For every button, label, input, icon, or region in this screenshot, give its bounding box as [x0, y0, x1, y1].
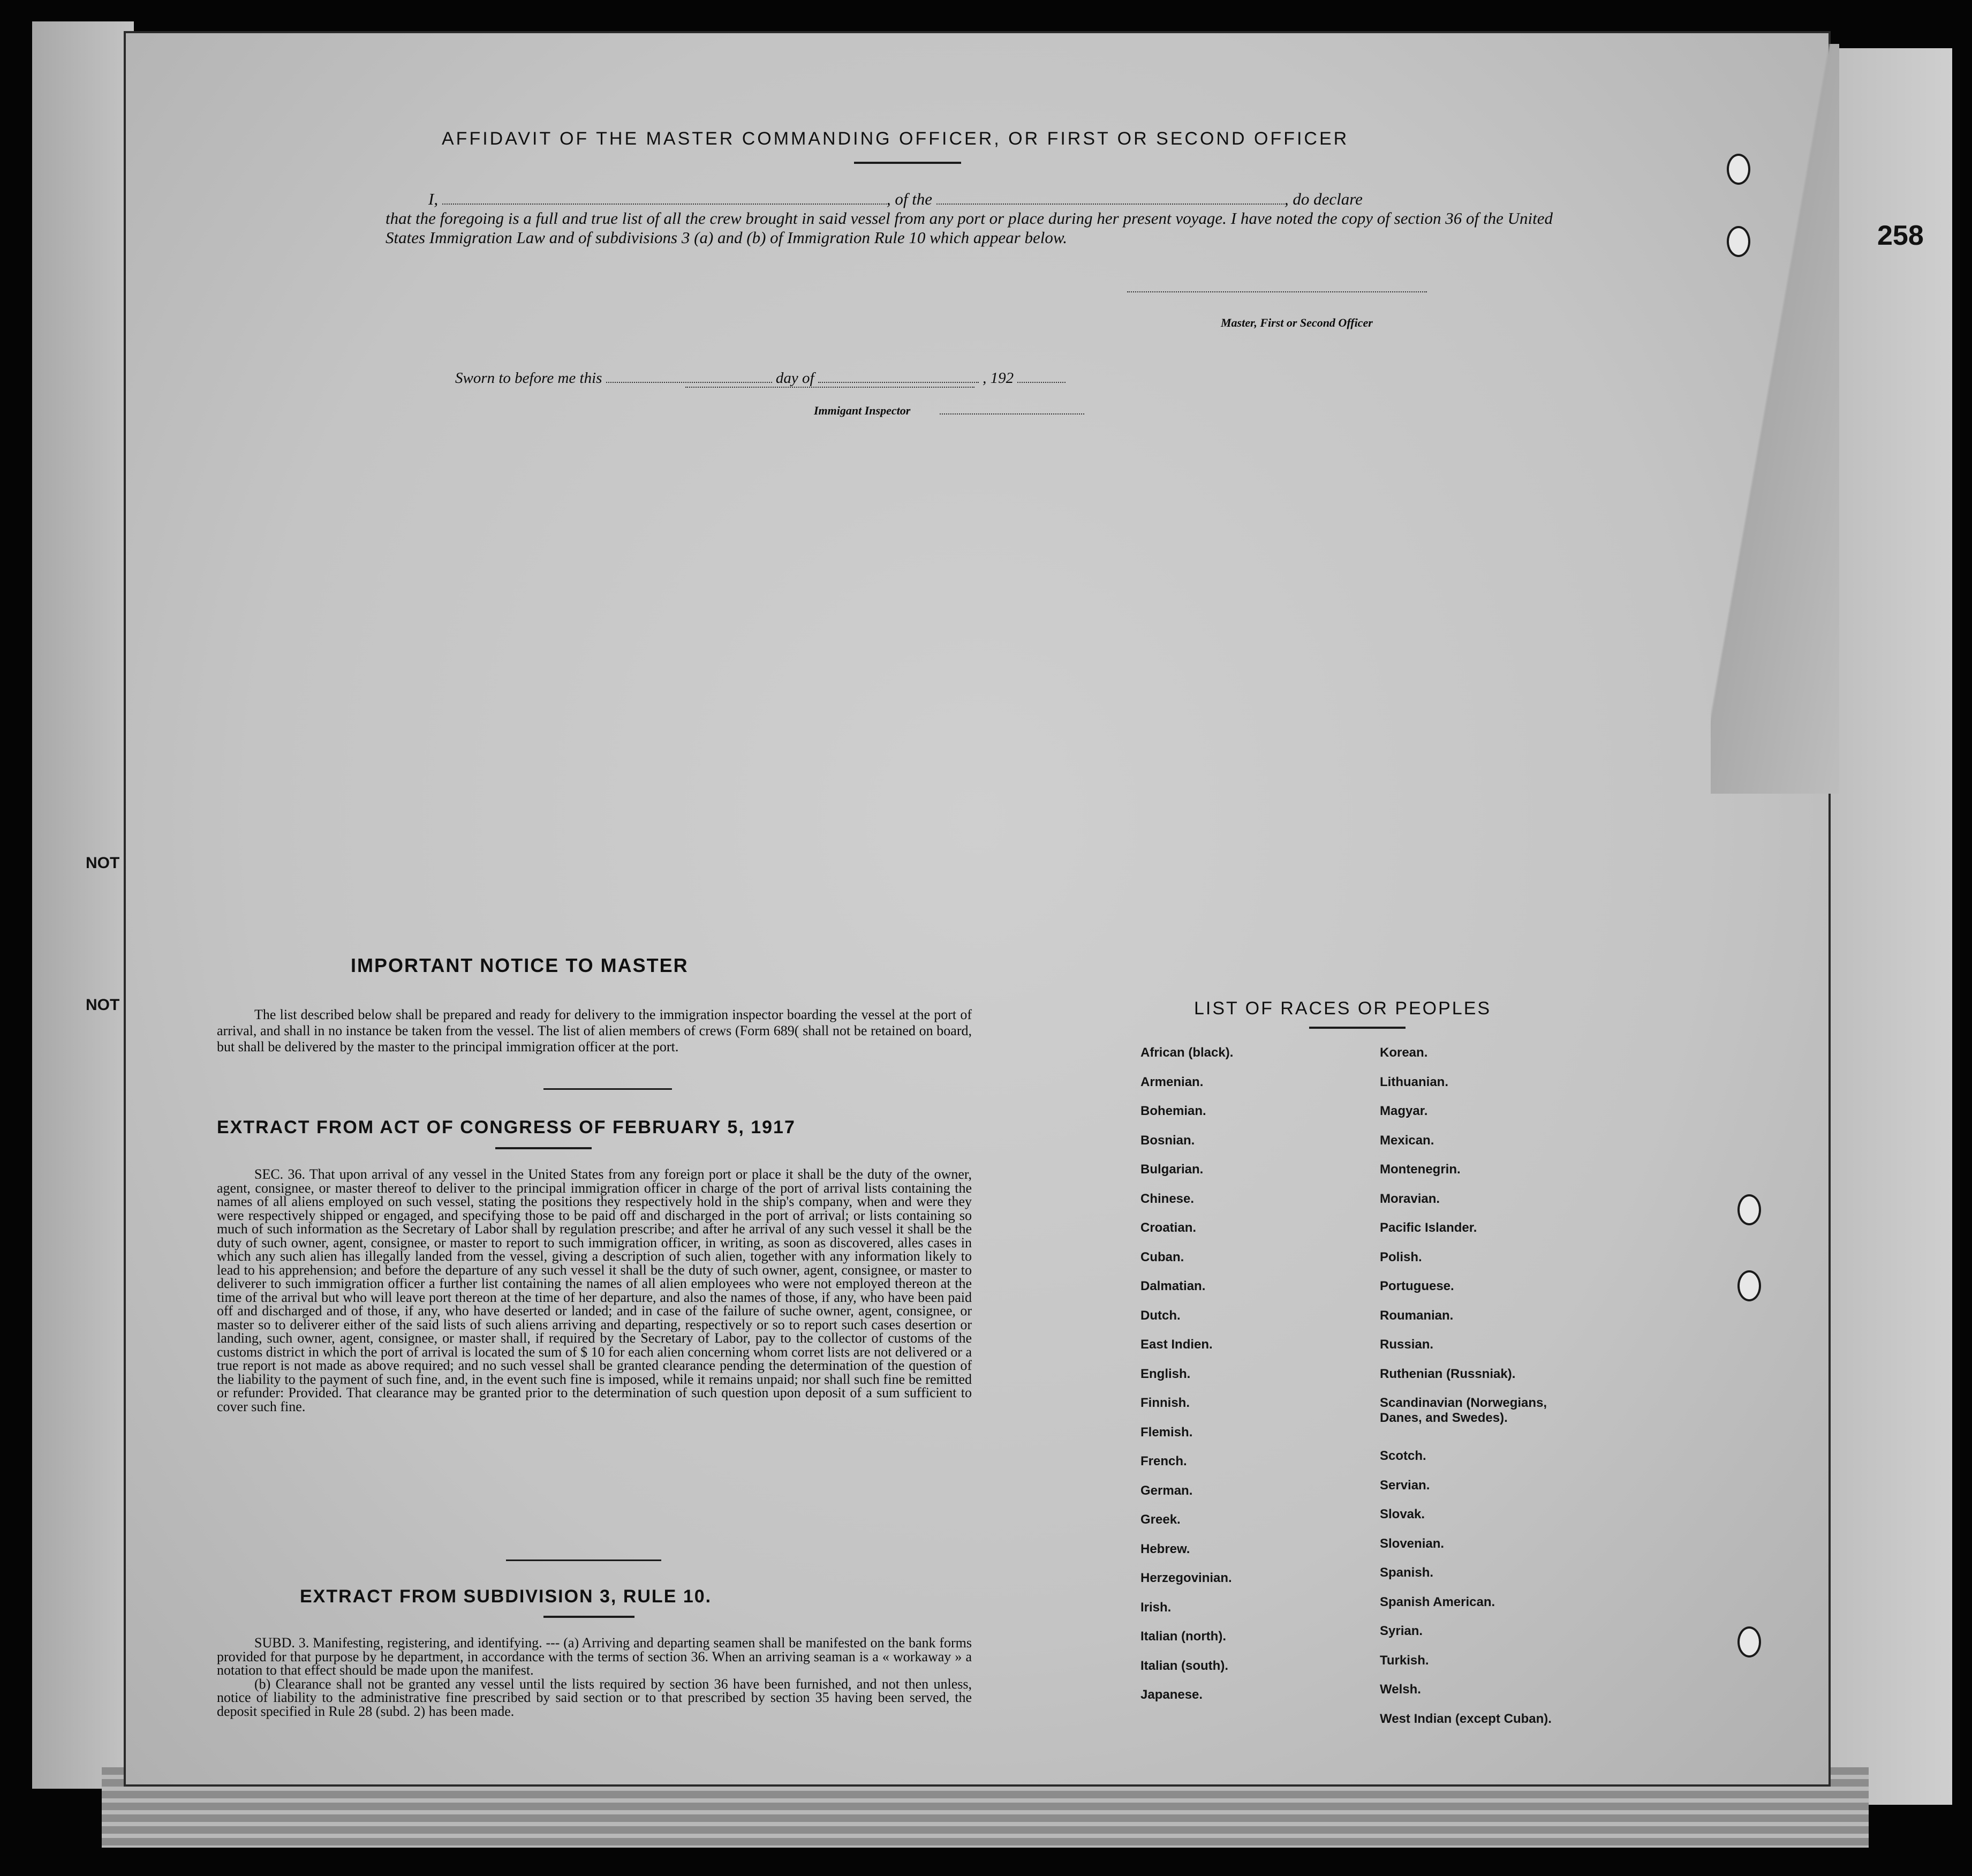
race-item: Hebrew.	[1140, 1541, 1190, 1556]
race-item: Bulgarian.	[1140, 1162, 1204, 1177]
year-field[interactable]	[1017, 382, 1066, 383]
title-underline	[543, 1616, 634, 1618]
race-item: African (black).	[1140, 1045, 1234, 1060]
act-body: SEC. 36. That upon arrival of any vessel in the United States from any foreign port or place it shall be the duty of the owner, agent, consignee, or master thereof to deliver to the principal immigration officer in charge of the port of arrival lists containing the names of all aliens employed on such vessel, stating the positions they respectively hold in the ship's company, when and were they were respectively shipped or engaged, and specifying those to be paid off and discharged in the port of arrival; or lists containing so much of such information as the Secretary of Labor shall by regulation prescribe; and after he arrival of any such vessel it shall be the duty of such owner, agent, consignee, or master to report to such immigration officer, in writing, as soon as discovered, alles cases in which any such alien has illegally landed from the vessel, giving a description of such alien, together with any information likely to lead to his apprehension; and before the departure of any such vessel it shall be the duty of such owner, agent, consignee, or master to deliverer to such immigration officer a further list containing the names of all alien employees who were not employed thereon at the time of the arrival but who will leave port thereon at the time of her departure, and also the names of those, if any, who have been paid off and discharged and of those, if any, who have deserted or landed; and in case of the failure of suche owner, agent, consignee, or master so to deliverer either of the said lists of such aliens arriving and departing, respectively or so to report such cases desertion or landing, such owner, agent, consignee, or master shall, if required by the Secretary of Labor, pay to the collector of customs of the customs district in which the port of arrival is located the sum of $ 10 for each alien concerning whom corret lists are not delivered or a true report is not made as above required; and no such vessel shall be granted clearance pending the determination of the question of the liability to the payment of such fine, and, in the event such fine is imposed, while it remains unpaid; nor shall such fine be remitted or refunder: Provided. That clearance may be granted prior to the determination of such question upon deposit of a sum sufficient to cover such fine.	[217, 1166, 972, 1414]
race-item: West Indian (except Cuban).	[1380, 1711, 1552, 1726]
sworn-line	[455, 370, 1066, 387]
race-item: Irish.	[1140, 1600, 1172, 1615]
race-item: Scandinavian (Norwegians, Danes, and Swedes).	[1380, 1396, 1547, 1425]
race-item: Slovenian.	[1380, 1536, 1445, 1551]
month-field[interactable]	[818, 382, 979, 383]
race-item: Italian (south).	[1140, 1658, 1228, 1673]
sworn-prefix: Sworn to before me this	[455, 370, 602, 387]
race-item: Ruthenian (Russniak).	[1380, 1366, 1516, 1381]
inspector-name-line[interactable]	[940, 413, 1084, 415]
declaration-line	[386, 190, 1553, 209]
of-the-label: , of the	[886, 190, 933, 208]
punch-hole	[1737, 1270, 1761, 1301]
race-item: Syrian.	[1380, 1624, 1423, 1638]
race-item: Bosnian.	[1140, 1133, 1195, 1148]
race-item: Korean.	[1380, 1045, 1428, 1060]
rule-body	[217, 1636, 972, 1718]
affidavit-body	[386, 190, 1553, 247]
race-item: English.	[1140, 1366, 1191, 1381]
punch-hole	[1727, 154, 1750, 185]
race-item: Roumanian.	[1380, 1308, 1454, 1323]
race-item: Moravian.	[1380, 1191, 1440, 1206]
title-underline	[854, 162, 961, 164]
race-item: Italian (north).	[1140, 1629, 1226, 1644]
rule-para-b: (b) Clearance shall not be granted any vessel until the lists required by section 36 have been furnished, and not then unless, notice of liability to the administrative fine prescribed by said section or to that prescribed by section 35 having been served, the deposit specified in Rule 28 (subd. 2) has been made.	[217, 1676, 972, 1719]
race-item: Spanish American.	[1380, 1594, 1495, 1609]
section-divider	[506, 1559, 661, 1561]
race-item: Cuban.	[1140, 1249, 1184, 1264]
title-underline	[1309, 1027, 1406, 1029]
rule-title: EXTRACT FROM SUBDIVISION 3, RULE 10.	[300, 1586, 712, 1607]
act-title: EXTRACT FROM ACT OF CONGRESS OF FEBRUARY 5, 1917	[217, 1117, 796, 1137]
notice-body: The list described below shall be prepared and ready for delivery to the immigration inspector boarding the vessel at the port of arrival, and shall in no instance be taken from the vessel. The list of alien members of crews (Form 689( shall not be retained on board, but shall be delivered by the master to the principal immigration officer at the port.	[217, 1007, 972, 1054]
race-item: Polish.	[1380, 1249, 1422, 1264]
race-item: Japanese.	[1140, 1687, 1203, 1702]
race-item: Mexican.	[1380, 1133, 1434, 1148]
torn-edge	[1711, 44, 1839, 794]
race-item: Turkish.	[1380, 1653, 1429, 1668]
race-item: Dutch.	[1140, 1308, 1181, 1323]
race-item: Scotch.	[1380, 1449, 1426, 1463]
races-right-column	[1380, 1045, 1637, 1741]
race-item: Pacific Islander.	[1380, 1220, 1477, 1235]
races-title: LIST OF RACES OR PEOPLES	[1194, 998, 1492, 1019]
race-item: Chinese.	[1140, 1191, 1195, 1206]
inspector-label: Immigant Inspector	[814, 404, 911, 417]
punch-hole	[1727, 226, 1750, 257]
punch-hole	[1737, 1626, 1761, 1657]
race-item: Montenegrin.	[1380, 1162, 1461, 1177]
race-item: Finnish.	[1140, 1396, 1190, 1410]
affidavit-text: that the foregoing is a full and true list of all the crew brought in said vessel from any port or place during her present voyage. I have noted the copy of section 36 of the United States Immigration Law and of subdivisions 3 (a) and (b) of Immigration Rule 10 which appear below.	[386, 209, 1553, 247]
race-item: Croatian.	[1140, 1220, 1197, 1235]
punch-hole	[1737, 1194, 1761, 1225]
title-underline	[495, 1147, 592, 1149]
do-declare-label: , do declare	[1284, 190, 1363, 208]
year-label: , 192	[983, 370, 1014, 387]
race-item: Armenian.	[1140, 1074, 1204, 1089]
race-item: Slovak.	[1380, 1507, 1425, 1521]
manifest-page	[126, 33, 1829, 1784]
race-item: Spanish.	[1380, 1565, 1434, 1580]
race-item: Servian.	[1380, 1478, 1430, 1493]
race-item: French.	[1140, 1454, 1187, 1468]
race-item: Bohemian.	[1140, 1104, 1206, 1118]
race-item: Portuguese.	[1380, 1279, 1454, 1293]
race-item: German.	[1140, 1483, 1193, 1498]
section-divider	[543, 1088, 672, 1090]
day-of-label: day of	[775, 370, 814, 387]
underlying-page-left	[32, 21, 134, 1789]
page-number: 258	[1877, 220, 1924, 251]
race-item: Herzegovinian.	[1140, 1571, 1232, 1585]
vessel-field[interactable]	[936, 204, 1285, 205]
signature-line[interactable]	[1127, 291, 1427, 292]
strip-label: NOT	[86, 854, 120, 872]
race-item: Welsh.	[1380, 1682, 1421, 1697]
strip-label: NOT	[86, 996, 120, 1014]
race-item: Dalmatian.	[1140, 1279, 1206, 1293]
race-item: Greek.	[1140, 1512, 1181, 1527]
affidavit-title: AFFIDAVIT OF THE MASTER COMMANDING OFFICER, OR FIRST OR SECOND OFFICER	[442, 129, 1349, 149]
rule-para-a: SUBD. 3. Manifesting, registering, and identifying. --- (a) Arriving and departing seamen shall be manifested on the bank forms provided for that purpose by he department, in accordance with the terms of section 36. When an arriving seaman is a « workaway » a notation to that effect should be made upon the manifest.	[217, 1635, 972, 1678]
race-item: Lithuanian.	[1380, 1074, 1448, 1089]
i-label: I,	[428, 190, 439, 208]
name-field[interactable]	[442, 204, 887, 205]
race-item: East Indien.	[1140, 1337, 1213, 1352]
race-item: Russian.	[1380, 1337, 1434, 1352]
signature-label: Master, First or Second Officer	[1221, 316, 1373, 329]
day-field[interactable]	[606, 382, 772, 383]
race-item: Flemish.	[1140, 1425, 1193, 1440]
notice-title: IMPORTANT NOTICE TO MASTER	[351, 954, 689, 976]
race-item: Magyar.	[1380, 1104, 1428, 1118]
inspector-signature-line[interactable]	[685, 387, 974, 388]
races-left-column	[1140, 1045, 1397, 1717]
